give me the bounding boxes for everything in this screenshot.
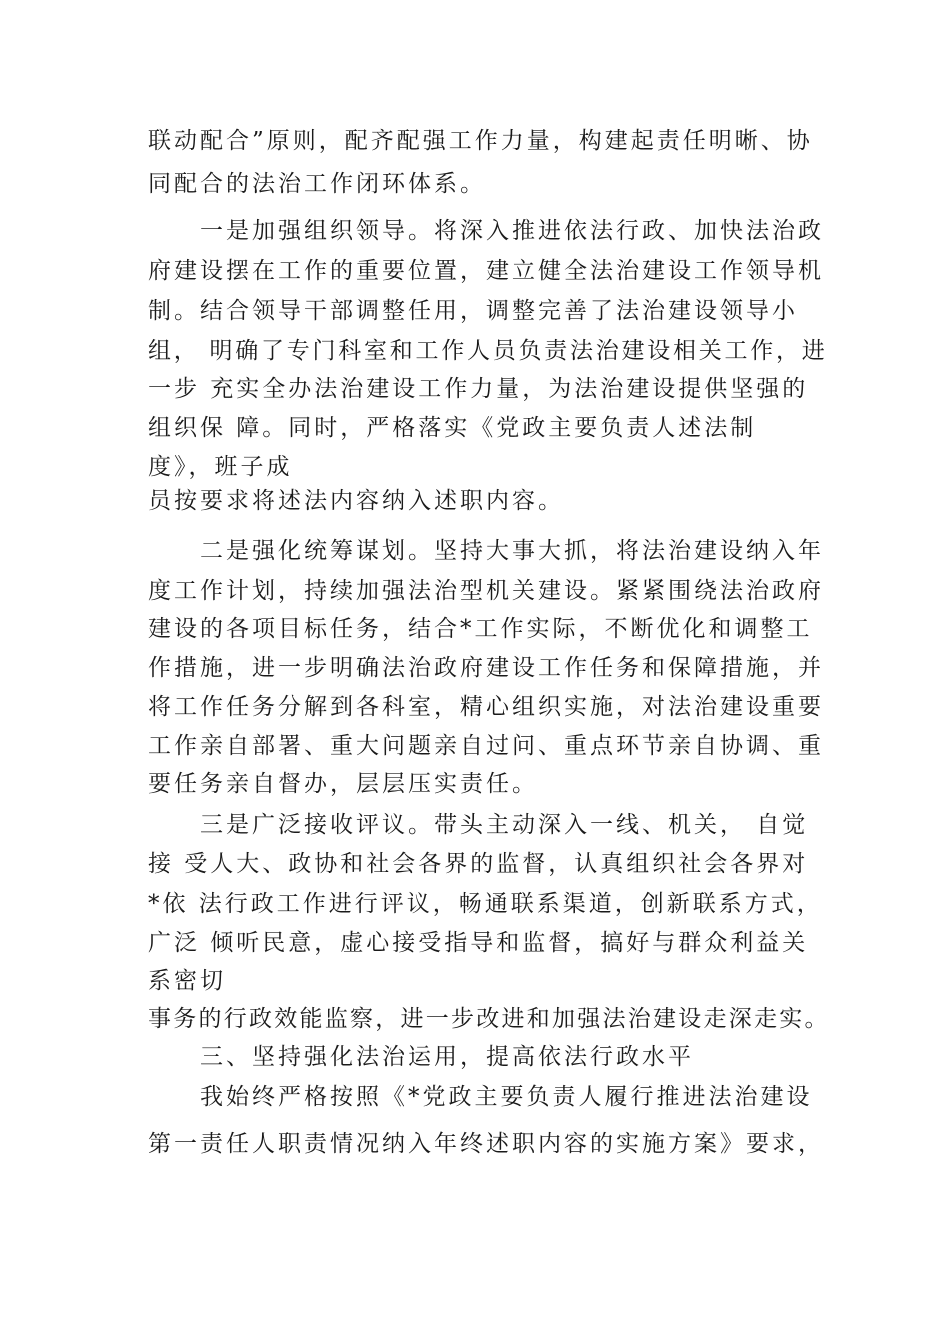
text-line: 广泛 倾听民意，虚心接受指导和监督，搞好与群众利益关 [148,930,809,956]
text-line: 组织保 障。同时，严格落实《党政主要负责人述法制 [148,415,757,441]
text-line: 我始终严格按照《*党政主要负责人履行推进法治建设 [200,1084,813,1110]
paragraph-heading-line: 二是强化统筹谋划。坚持大事大抓，将法治建设纳入年 [200,538,824,564]
text-line: 度工作计划，持续加强法治型机关建设。紧紧围绕法治政府 [148,578,824,604]
text-line: 员按要求将述法内容纳入述职内容。 [148,488,564,514]
text-line: 将工作任务分解到各科室，精心组织实施，对法治建设重要 [148,694,824,720]
text-line: 建设的各项目标任务，结合*工作实际，不断优化和调整工 [148,616,813,642]
text-line: 作措施，进一步明确法治政府建设工作任务和保障措施，并 [148,655,824,681]
text-line: 系密切 [148,968,226,994]
section-heading: 三、坚持强化法治运用，提高依法行政水平 [200,1044,694,1070]
text-line: 事务的行政效能监察，进一步改进和加强法治建设走深走实。 [148,1006,830,1032]
text-line: 组， 明确了专门科室和工作人员负责法治建设相关工作，进 [148,338,828,364]
paragraph-heading-line: 三是广泛接收评议。带头主动深入一线、机关， 自觉 [200,812,809,838]
text-line: 第一责任人职责情况纳入年终述职内容的实施方案》要求， [148,1131,824,1157]
text-line: 接 受人大、政协和社会各界的监督，认真组织社会各界对 [148,851,809,877]
text-line: 联动配合”原则，配齐配强工作力量，构建起责任明晰、协 [148,128,813,154]
text-line: *依 法行政工作进行评议，畅通联系渠道，创新联系方式， [148,891,823,917]
text-line: 同配合的法治工作闭环体系。 [148,171,486,197]
text-line: 要任务亲自督办，层层压实责任。 [148,771,538,797]
paragraph-heading-line: 一是加强组织领导。将深入推进依法行政、加快法治政 [200,218,824,244]
text-line: 制。结合领导干部调整任用，调整完善了法治建设领导小 [148,298,798,324]
text-line: 工作亲自部署、重大问题亲自过问、重点环节亲自协调、重 [148,733,824,759]
text-line: 府建设摆在工作的重要位置，建立健全法治建设工作领导机 [148,258,824,284]
text-line: 一步 充实全办法治建设工作力量，为法治建设提供坚强的 [148,376,809,402]
text-line: 度》，班子成 [148,454,293,480]
